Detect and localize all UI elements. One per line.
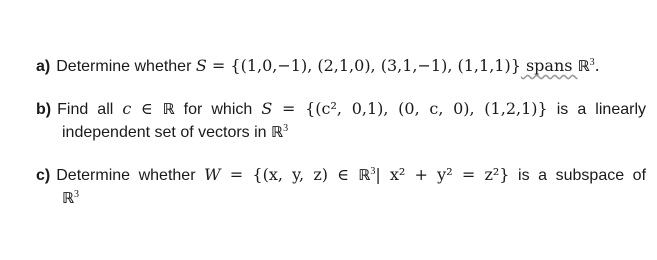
problem-a-set-expr: {(1,0,−1), (2,1,0), (3,1,−1), (1,1,1)} xyxy=(230,56,521,75)
problem-c-label: c) xyxy=(36,167,51,184)
problem-a-space-exp: 3 xyxy=(589,57,595,68)
problem-c xyxy=(36,164,646,209)
problem-b-space: ℝ xyxy=(271,123,284,141)
problem-c-line2-space: ℝ xyxy=(62,189,75,207)
problem-a-eq: = xyxy=(206,56,231,75)
problem-c-eq: = xyxy=(220,165,253,184)
problem-b-eq: = xyxy=(272,99,306,118)
problem-c-set-cond: | x² + y² = z²} xyxy=(375,165,510,184)
problem-b-line2 xyxy=(36,121,646,144)
problem-a-label: a) xyxy=(36,58,51,75)
problem-b-label: b) xyxy=(36,101,52,118)
problem-c-prefix: Determine whether xyxy=(56,167,205,184)
problem-c-line2-exp: 3 xyxy=(74,189,80,200)
problem-a-set-name: S xyxy=(195,56,207,75)
problem-c-line2 xyxy=(36,187,646,209)
problem-c-line1 xyxy=(36,164,646,187)
problem-b-line2-text: independent set of vectors in xyxy=(62,124,272,141)
problem-b-var: c xyxy=(122,99,132,118)
problem-b-line1 xyxy=(36,98,646,121)
problem-b-line1-suffix: is a linearly xyxy=(547,101,646,118)
problem-b-line1-prefix: Find all xyxy=(57,101,123,118)
problem-b-space-exp: 3 xyxy=(283,123,289,134)
problem-b-field: ℝ xyxy=(162,100,175,118)
problem-c-space: ℝ xyxy=(358,166,371,184)
problem-b xyxy=(36,98,646,144)
problem-a-prefix: Determine whether xyxy=(56,58,196,75)
problem-c-set-open: {(x, y, z) ∈ xyxy=(252,165,359,184)
problem-c-suffix: is a subspace of xyxy=(509,167,647,184)
problem-a xyxy=(36,55,646,78)
problem-a-space: ℝ xyxy=(577,57,590,75)
problem-b-set-expr: {(c², 0,1), (0, c, 0), (1,2,1)} xyxy=(305,99,548,118)
problem-c-set-name: W xyxy=(204,165,221,184)
problem-c-space-exp: 3 xyxy=(370,166,376,177)
problem-b-in: ∈ xyxy=(131,99,163,118)
problem-a-end: . xyxy=(594,56,600,75)
problem-b-mid: for which xyxy=(174,101,262,118)
problem-a-verb: spans xyxy=(520,56,578,75)
problem-b-set-name: S xyxy=(261,99,273,118)
